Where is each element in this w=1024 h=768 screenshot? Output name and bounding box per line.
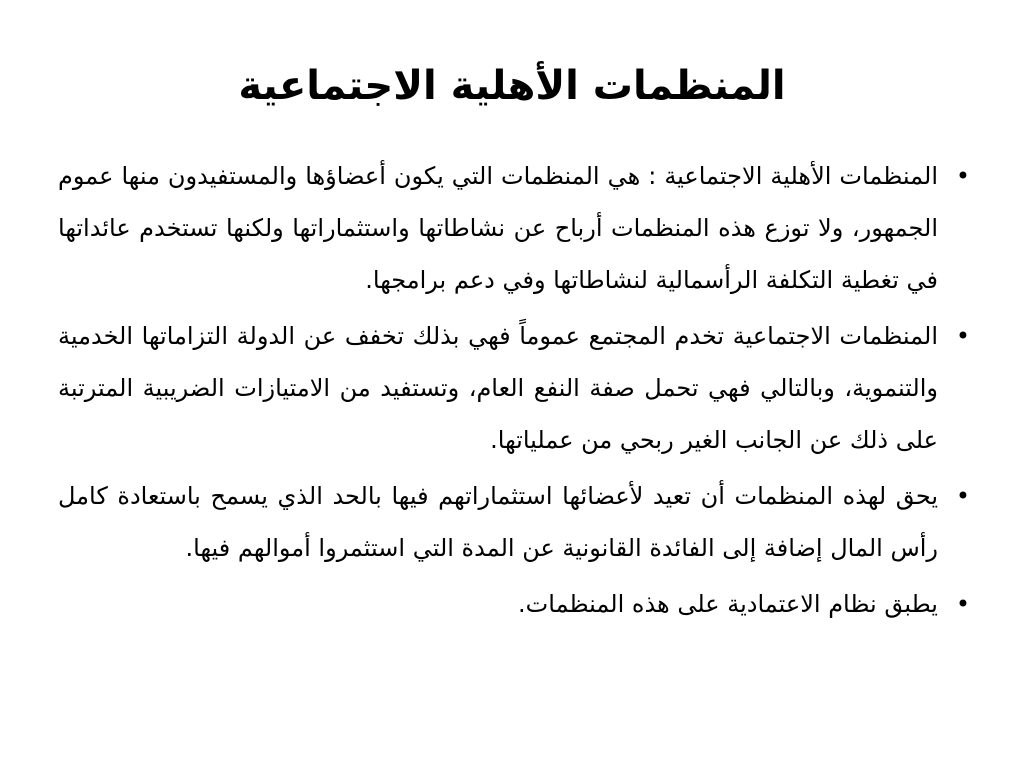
bullet-text: المنظمات الاجتماعية تخدم المجتمع عموماً فهي بذلك تخفف عن الدولة التزاماتها الخدمية والتنموية، وبالتالي فهي تحمل صفة النفع العام، وتستفيد من الامتيازات الضريبية المترتبة على ذلك عن الجانب الغير ربحي من عملياتها.	[58, 322, 938, 454]
bullet-item	[58, 150, 970, 306]
bullet-text: يطبق نظام الاعتمادية على هذه المنظمات.	[518, 590, 938, 618]
bullet-item	[58, 310, 970, 466]
bullet-icon: •	[955, 482, 970, 510]
bullet-icon: •	[955, 590, 970, 618]
bullet-text: المنظمات الأهلية الاجتماعية : هي المنظمات التي يكون أعضاؤها والمستفيدون منها عموم الجمهور، ولا توزع هذه المنظمات أرباح عن نشاطاتها واستثماراتها ولكنها تستخدم عائداتها في تغطية التكلفة الرأسمالية لنشاطاتها وفي دعم برامجها.	[58, 162, 938, 294]
bullet-list	[58, 150, 970, 634]
bullet-item	[58, 578, 970, 630]
bullet-text: يحق لهذه المنظمات أن تعيد لأعضائها استثماراتهم فيها بالحد الذي يسمح باستعادة كامل رأس المال إضافة إلى الفائدة القانونية عن المدة التي استثمروا أموالهم فيها.	[58, 482, 938, 562]
bullet-icon: •	[955, 322, 970, 350]
bullet-item	[58, 470, 970, 574]
slide-title: المنظمات الأهلية الاجتماعية	[238, 63, 786, 109]
bullet-icon: •	[955, 162, 970, 190]
